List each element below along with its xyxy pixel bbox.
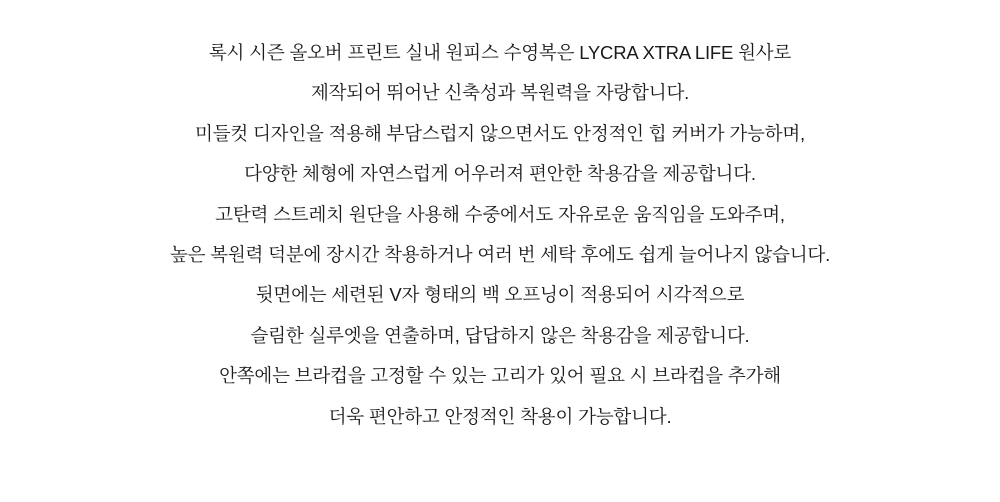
description-line: 고탄력 스트레치 원단을 사용해 수중에서도 자유로운 움직임을 도와주며, — [215, 203, 785, 225]
description-line: 뒷면에는 세련된 V자 형태의 백 오프닝이 적용되어 시각적으로 — [255, 284, 745, 306]
product-description-text-block — [35, 33, 965, 437]
description-line: 안쪽에는 브라컵을 고정할 수 있는 고리가 있어 필요 시 브라컵을 추가해 — [219, 365, 781, 387]
description-line: 슬림한 실루엣을 연출하며, 답답하지 않은 착용감을 제공합니다. — [250, 324, 750, 346]
description-line: 미들컷 디자인을 적용해 부담스럽지 않으면서도 안정적인 힙 커버가 가능하며, — [195, 122, 805, 144]
description-line: 높은 복원력 덕분에 장시간 착용하거나 여러 번 세탁 후에도 쉽게 늘어나지 않습니다. — [169, 244, 831, 266]
description-line: 다양한 체형에 자연스럽게 어우러져 편안한 착용감을 제공합니다. — [244, 163, 756, 185]
description-line: 제작되어 뛰어난 신축성과 복원력을 자랑합니다. — [310, 82, 690, 104]
description-line: 더욱 편안하고 안정적인 착용이 가능합니다. — [328, 405, 672, 427]
description-line: 록시 시즌 올오버 프린트 실내 원피스 수영복은 LYCRA XTRA LIFE 원사로 — [208, 42, 792, 63]
